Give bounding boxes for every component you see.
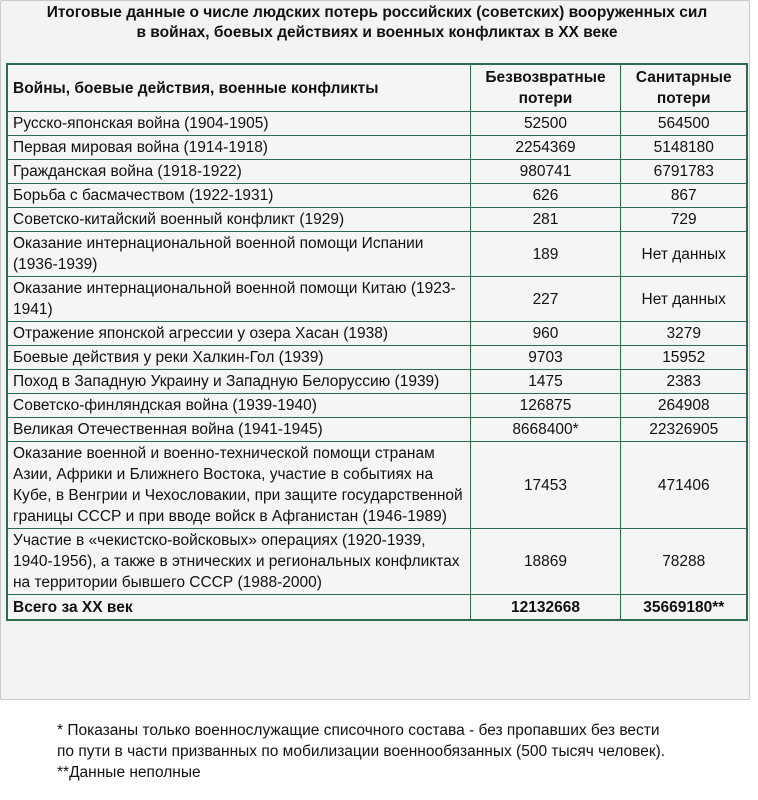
sanitary-losses-cell: 22326905 — [620, 418, 747, 442]
irrecoverable-losses-cell: 281 — [470, 208, 620, 232]
table-row — [7, 136, 747, 160]
conflict-name-cell: Участие в «чекистско-войсковых» операциях (1920-1939, 1940-1956), а также в этнических и региональных конфликтах на территории бывшего СССР (1988-2000) — [7, 529, 470, 595]
conflict-name-cell: Первая мировая война (1914-1918) — [7, 136, 470, 160]
table-row — [7, 322, 747, 346]
conflict-name-cell: Оказание военной и военно-технической помощи странам Азии, Африки и Ближнего Востока, участие в событиях на Кубе, в Венгрии и Чехословакии, при защите государственной границы СССР и при вводе войск в Афганистан (1946-1989) — [7, 442, 470, 529]
irrecoverable-losses-cell: 626 — [470, 184, 620, 208]
table-row — [7, 160, 747, 184]
footnotes — [57, 720, 667, 783]
total-label: Всего за XX век — [7, 595, 470, 621]
sanitary-losses-cell: 867 — [620, 184, 747, 208]
irrecoverable-losses-cell: 189 — [470, 232, 620, 277]
header-irrecoverable: Безвозвратные потери — [470, 64, 620, 112]
title-line-2: в войнах, боевых действиях и военных конфликтах в XX веке — [136, 24, 618, 41]
table-row — [7, 370, 747, 394]
conflict-name-cell: Оказание интернациональной военной помощи Китаю (1923-1941) — [7, 277, 470, 322]
sanitary-losses-cell: 564500 — [620, 112, 747, 136]
irrecoverable-losses-cell: 227 — [470, 277, 620, 322]
total-sanitary: 35669180** — [620, 595, 747, 621]
irrecoverable-losses-cell: 2254369 — [470, 136, 620, 160]
sanitary-losses-cell: 471406 — [620, 442, 747, 529]
sanitary-losses-cell: Нет данных — [620, 232, 747, 277]
table-header-row — [7, 64, 747, 112]
sanitary-losses-cell: 6791783 — [620, 160, 747, 184]
table-total-row — [7, 595, 747, 621]
sanitary-losses-cell: 729 — [620, 208, 747, 232]
page-title — [7, 3, 747, 43]
table-row — [7, 112, 747, 136]
sanitary-losses-cell: 2383 — [620, 370, 747, 394]
irrecoverable-losses-cell: 52500 — [470, 112, 620, 136]
irrecoverable-losses-cell: 980741 — [470, 160, 620, 184]
conflict-name-cell: Советско-китайский военный конфликт (1929) — [7, 208, 470, 232]
footnote-2: **Данные неполные — [57, 764, 201, 781]
conflict-name-cell: Боевые действия у реки Халкин-Гол (1939) — [7, 346, 470, 370]
sanitary-losses-cell: Нет данных — [620, 277, 747, 322]
table-body — [7, 112, 747, 595]
sanitary-losses-cell: 264908 — [620, 394, 747, 418]
conflict-name-cell: Отражение японской агрессии у озера Хасан (1938) — [7, 322, 470, 346]
table-row — [7, 529, 747, 595]
irrecoverable-losses-cell: 126875 — [470, 394, 620, 418]
conflict-name-cell: Оказание интернациональной военной помощи Испании (1936-1939) — [7, 232, 470, 277]
sanitary-losses-cell: 78288 — [620, 529, 747, 595]
conflict-name-cell: Борьба с басмачеством (1922-1931) — [7, 184, 470, 208]
conflict-name-cell: Гражданская война (1918-1922) — [7, 160, 470, 184]
conflict-name-cell: Великая Отечественная война (1941-1945) — [7, 418, 470, 442]
irrecoverable-losses-cell: 18869 — [470, 529, 620, 595]
irrecoverable-losses-cell: 8668400* — [470, 418, 620, 442]
footnote-1: * Показаны только военнослужащие списочного состава - без пропавших без вести по пути в части призванных по мобилизации военнообязанных (500 тысяч человек). — [57, 722, 666, 760]
conflict-name-cell: Русско-японская война (1904-1905) — [7, 112, 470, 136]
conflict-name-cell: Поход в Западную Украину и Западную Белоруссию (1939) — [7, 370, 470, 394]
table-row — [7, 232, 747, 277]
header-sanitary: Санитарные потери — [620, 64, 747, 112]
losses-table — [6, 63, 748, 621]
irrecoverable-losses-cell: 1475 — [470, 370, 620, 394]
irrecoverable-losses-cell: 960 — [470, 322, 620, 346]
header-conflict: Войны, боевые действия, военные конфликты — [7, 64, 470, 112]
irrecoverable-losses-cell: 9703 — [470, 346, 620, 370]
sanitary-losses-cell: 3279 — [620, 322, 747, 346]
irrecoverable-losses-cell: 17453 — [470, 442, 620, 529]
table-row — [7, 442, 747, 529]
table-row — [7, 394, 747, 418]
table-row — [7, 208, 747, 232]
total-irrecoverable: 12132668 — [470, 595, 620, 621]
table-row — [7, 184, 747, 208]
table-row — [7, 418, 747, 442]
table-row — [7, 346, 747, 370]
sanitary-losses-cell: 15952 — [620, 346, 747, 370]
sanitary-losses-cell: 5148180 — [620, 136, 747, 160]
conflict-name-cell: Советско-финляндская война (1939-1940) — [7, 394, 470, 418]
table-row — [7, 277, 747, 322]
title-line-1: Итоговые данные о числе людских потерь российских (советских) вооруженных сил — [46, 4, 708, 21]
